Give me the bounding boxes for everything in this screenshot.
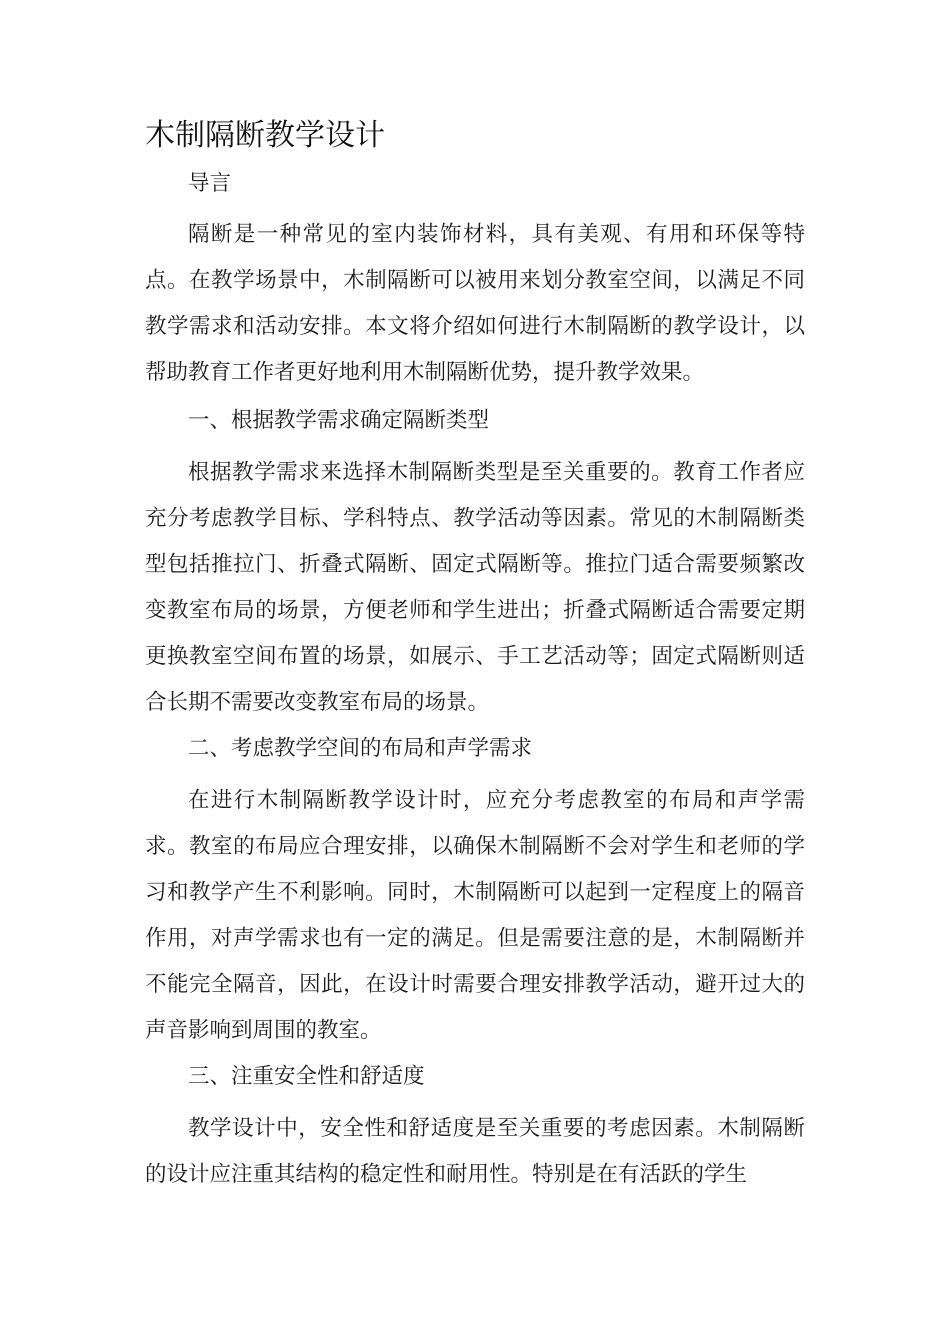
- section-heading-2: 二、考虑教学空间的布局和声学需求: [188, 736, 533, 761]
- paragraph-intro: 隔断是一种常见的室内装饰材料，具有美观、有用和环保等特点。在教学场景中，木制隔断可以被用来划分教室空间，以满足不同教学需求和活动安排。本文将介绍如何进行木制隔断的教学设计，以帮助教育工作者更好地利用木制隔断优势，提升教学效果。: [145, 222, 805, 385]
- paragraph-3: 教学设计中，安全性和舒适度是至关重要的考虑因素。木制隔断的设计应注重其结构的稳定性和耐用性。特别是在有活跃的学生: [145, 1116, 805, 1187]
- section-heading-1: 一、根据教学需求确定隔断类型: [188, 408, 490, 433]
- paragraph-1: 根据教学需求来选择木制隔断类型是至关重要的。教育工作者应充分考虑教学目标、学科特点、教学活动等因素。常见的木制隔断类型包括推拉门、折叠式隔断、固定式隔断等。推拉门适合需要频繁改变教室布局的场景，方便老师和学生进出；折叠式隔断适合需要定期更换教室空间布置的场景，如展示、手工艺活动等；固定式隔断则适合长期不需要改变教室布局的场景。: [145, 460, 805, 715]
- section-heading-intro: 导言: [188, 171, 232, 196]
- document-title: 木制隔断教学设计: [145, 118, 385, 153]
- section-heading-3: 三、注重安全性和舒适度: [188, 1064, 425, 1089]
- paragraph-2: 在进行木制隔断教学设计时，应充分考虑教室的布局和声学需求。教室的布局应合理安排，以确保木制隔断不会对学生和老师的学习和教学产生不利影响。同时，木制隔断可以起到一定程度上的隔音作用，对声学需求也有一定的满足。但是需要注意的是，木制隔断并不能完全隔音，因此，在设计时需要合理安排教学活动，避开过大的声音影响到周围的教室。: [145, 788, 805, 1043]
